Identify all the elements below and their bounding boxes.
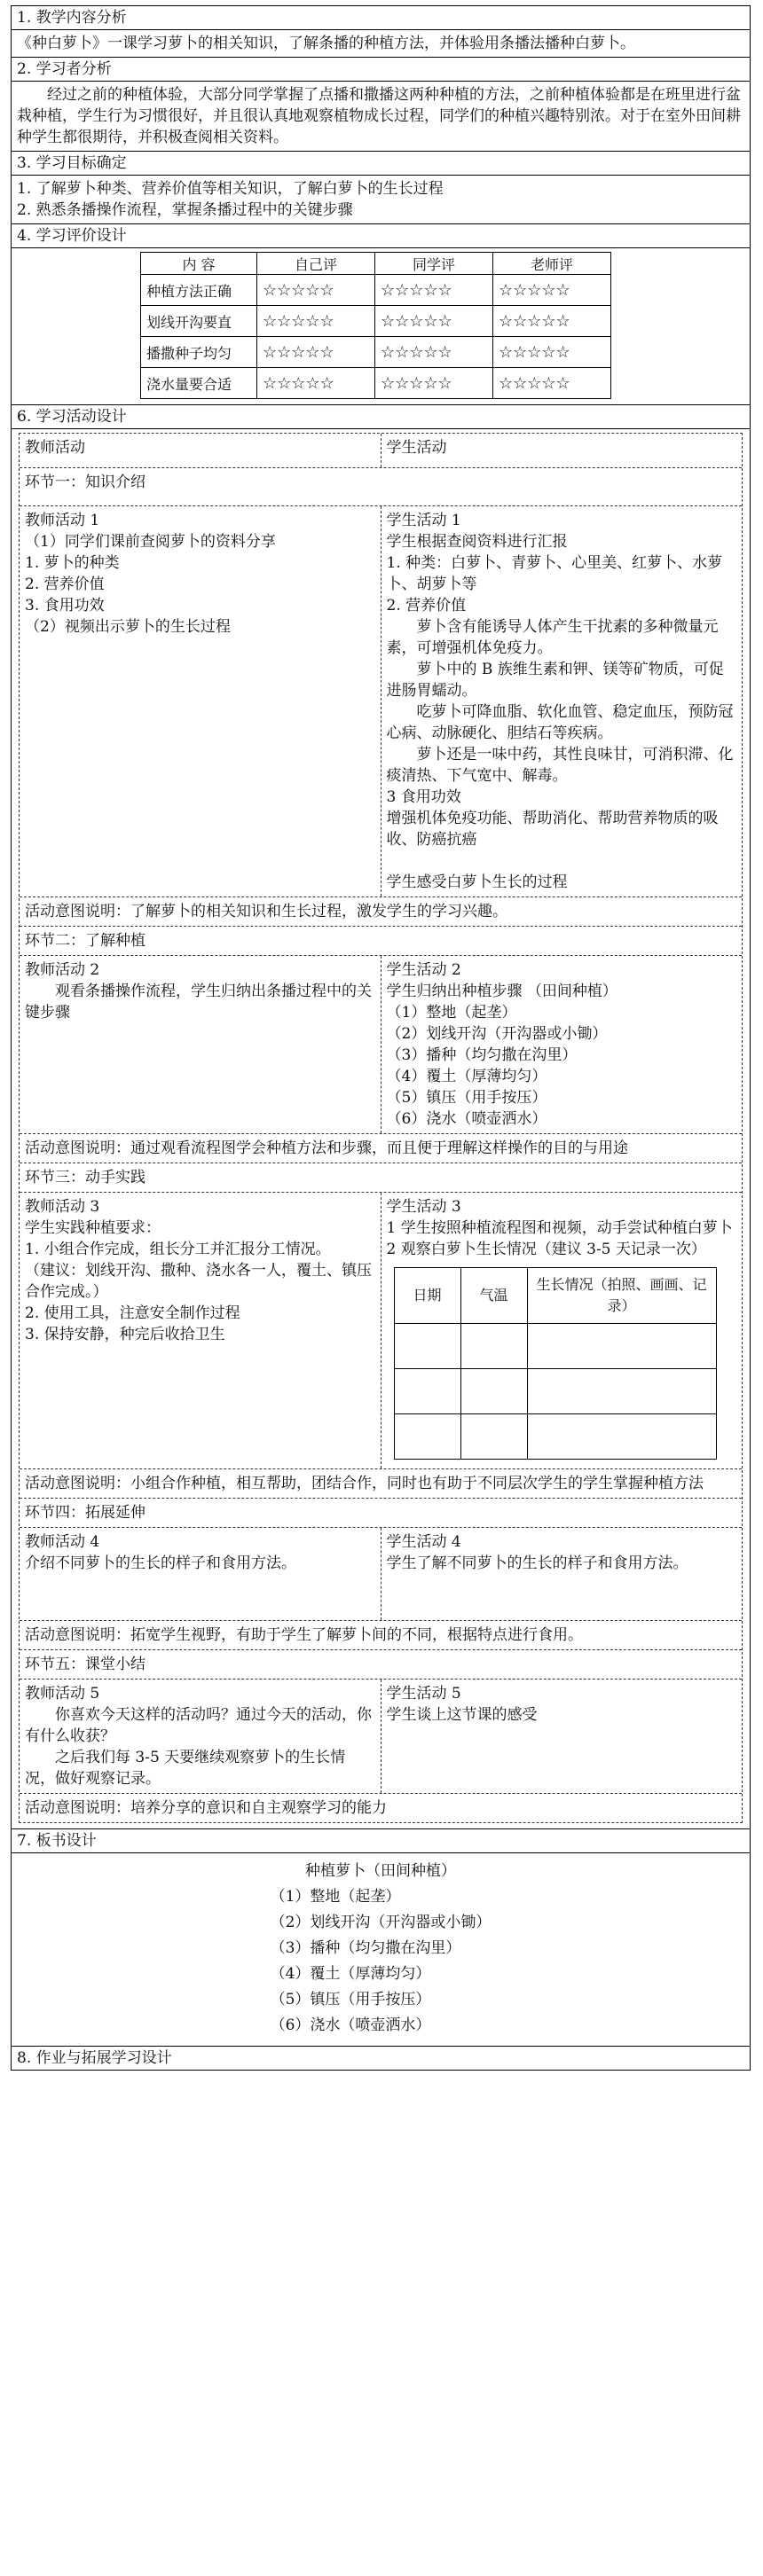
step-item: （6）浇水（喷壶洒水）	[386, 1110, 547, 1128]
link-title: 环节三：动手实践	[20, 1163, 742, 1193]
star-rating[interactable]: ☆☆☆☆☆	[257, 306, 375, 337]
activity-line: （2）视频出示萝卜的生长过程	[25, 618, 231, 636]
activity-intent-note: 活动意图说明：通过观看流程图学会种植方法和步骤，而且便于理解这样操作的目的与用途	[20, 1134, 742, 1163]
teacher-activity	[20, 956, 381, 1133]
activity-line: 学生归纳出种植步骤 （田间种植）	[386, 983, 617, 1000]
activity-label: 教师活动 5	[25, 1685, 100, 1703]
star-rating[interactable]: ☆☆☆☆☆	[257, 368, 375, 399]
evaluation-table	[140, 252, 611, 399]
activity-line: 介绍不同萝卜的生长的样子和食用方法。	[25, 1554, 296, 1572]
link-title: 环节四：拓展延伸	[20, 1499, 742, 1528]
section-title: 2. 学习者分析	[12, 58, 750, 82]
section-text: 经过之前的种植体验，大部分同学掌握了点播和撒播这两种种植的方法，之前种植体验都是在班里进行盆栽种植，学生行为习惯很好，并且很认真地观察植物成长过程，同学们的种植兴趣特别浓。对于在室外田间耕种学生都很期待，并积极查阅相关资料。	[17, 86, 741, 146]
teacher-activity	[20, 1193, 381, 1468]
activity-table	[19, 433, 743, 1823]
table-header: 日期	[394, 1268, 460, 1324]
section-title: 1. 教学内容分析	[12, 6, 750, 30]
link-title: 环节一：知识介绍	[20, 468, 742, 506]
step-item: （1）整地（起垄）	[386, 1004, 517, 1022]
student-column-header: 学生活动	[381, 434, 743, 467]
activity-line: 1. 种类：白萝卜、青萝卜、心里美、红萝卜、水萝卜、胡萝卜等	[386, 554, 723, 593]
section-text: 《种白萝卜》一课学习萝卜的相关知识，了解条播的种植方法，并体验用条播法播种白萝卜。	[17, 35, 635, 52]
star-rating[interactable]: ☆☆☆☆☆	[375, 368, 493, 399]
activity-line: 增强机体免疫功能、帮助消化、帮助营养物质的吸收、防癌抗癌	[386, 810, 719, 849]
board-step: （2）划线开沟（开沟器或小锄）	[270, 1914, 492, 1931]
section-title: 7. 板书设计	[12, 1829, 750, 1853]
step-item: （5）镇压（用手按压）	[386, 1089, 547, 1107]
activity-label: 教师活动 2	[25, 961, 100, 979]
activity-label: 学生活动 3	[386, 1198, 461, 1216]
activity-line: 3 食用功效	[386, 788, 461, 806]
activity-label: 学生活动 5	[386, 1685, 461, 1703]
section-title: 4. 学习评价设计	[12, 224, 750, 248]
record-cell[interactable]	[460, 1324, 527, 1369]
teacher-activity	[20, 1679, 381, 1793]
star-rating[interactable]: ☆☆☆☆☆	[493, 275, 611, 306]
student-activity	[381, 1193, 743, 1468]
activity-row	[20, 956, 742, 1134]
board-step: （1）整地（起垄）	[270, 1888, 401, 1906]
board-step: （3）播种（均匀撒在沟里）	[270, 1939, 461, 1957]
activity-intent-note: 活动意图说明：了解萝卜的相关知识和生长过程，激发学生的学习兴趣。	[20, 897, 742, 927]
activity-label: 学生活动 2	[386, 961, 461, 979]
activity-row	[20, 506, 742, 897]
board-step: （4）覆土（厚薄均匀）	[270, 1965, 431, 1983]
activity-line: 萝卜还是一味中药，其性良味甘，可消积滞、化痰清热、下气宽中、解毒。	[386, 746, 734, 785]
section-board-design	[12, 1829, 750, 2047]
table-row	[141, 275, 611, 306]
link-title: 环节二：了解种植	[20, 927, 742, 956]
activity-line: 观看条播操作流程，学生归纳出条播过程中的关键步骤	[25, 983, 372, 1022]
table-header: 内 容	[141, 253, 257, 275]
activity-intent-note: 活动意图说明：培养分享的意识和自主观察学习的能力	[25, 1799, 387, 1817]
activity-line: 1. 小组合作完成，组长分工并汇报分工情况。	[25, 1241, 331, 1258]
star-rating[interactable]: ☆☆☆☆☆	[375, 337, 493, 368]
record-cell[interactable]	[394, 1414, 460, 1460]
board-content	[12, 1853, 750, 2046]
activity-line: 学生实践种植要求：	[25, 1219, 161, 1237]
activity-line: 2. 营养价值	[386, 597, 467, 615]
star-rating[interactable]: ☆☆☆☆☆	[493, 368, 611, 399]
board-step: （6）浇水（喷壶洒水）	[270, 2016, 431, 2034]
eval-item: 种植方法正确	[141, 275, 257, 306]
goal-item: 2. 熟悉条播操作流程，掌握条播过程中的关键步骤	[17, 201, 353, 219]
record-cell[interactable]	[394, 1324, 460, 1369]
section-title: 8. 作业与拓展学习设计	[17, 2049, 172, 2067]
activity-label: 学生活动 4	[386, 1533, 461, 1551]
star-rating[interactable]: ☆☆☆☆☆	[257, 337, 375, 368]
activity-line: （1）同学们课前查阅萝卜的资料分享	[25, 533, 276, 551]
step-item: （2）划线开沟（开沟器或小锄）	[386, 1025, 608, 1043]
board-heading: 种植萝卜（田间种植）	[305, 1862, 456, 1880]
activity-row	[20, 1193, 742, 1469]
activity-line: 2. 使用工具，注意安全制作过程	[25, 1304, 240, 1322]
step-item: （4）覆土（厚薄均匀）	[386, 1068, 547, 1085]
activity-line: 2 观察白萝卜生长情况（建议 3-5 天记录一次）	[386, 1241, 706, 1258]
link-title: 环节五：课堂小结	[20, 1650, 742, 1679]
activity-line: 学生感受白萝卜生长的过程	[386, 873, 568, 891]
eval-item: 浇水量要合适	[141, 368, 257, 399]
activity-row	[20, 1528, 742, 1621]
student-activity	[381, 956, 743, 1133]
activity-line: 萝卜中的 B 族维生素和钾、镁等矿物质，可促进肠胃蠕动。	[386, 661, 724, 700]
activity-intent-note: 活动意图说明：小组合作种植，相互帮助，团结合作，同时也有助于不同层次学生的学生掌握种植方法	[20, 1469, 742, 1499]
table-row	[141, 306, 611, 337]
board-step: （5）镇压（用手按压）	[270, 1991, 431, 2008]
student-activity	[381, 506, 743, 897]
table-row	[141, 337, 611, 368]
activity-line: 学生谈上这节课的感受	[386, 1706, 538, 1724]
activity-label: 教师活动 4	[25, 1533, 100, 1551]
activity-line: 学生了解不同萝卜的生长的样子和食用方法。	[386, 1554, 688, 1572]
star-rating[interactable]: ☆☆☆☆☆	[375, 306, 493, 337]
activity-row	[20, 1679, 742, 1794]
goal-item: 1. 了解萝卜种类、营养价值等相关知识，了解白萝卜的生长过程	[17, 180, 444, 198]
activity-label: 教师活动 3	[25, 1198, 100, 1216]
table-header: 生长情况（拍照、画画、记录）	[527, 1268, 716, 1324]
activity-line: 3. 食用功效	[25, 597, 105, 615]
section-activity-design	[12, 405, 750, 1829]
activity-line: 2. 营养价值	[25, 575, 105, 593]
section-title: 3. 学习目标确定	[12, 152, 750, 176]
activity-line: 之后我们每 3-5 天要继续观察萝卜的生长情况，做好观察记录。	[25, 1749, 346, 1788]
student-activity	[381, 1679, 743, 1793]
activity-label: 教师活动 1	[25, 512, 100, 529]
section-goals	[12, 152, 750, 224]
student-activity	[381, 1528, 743, 1620]
activity-line: 吃萝卜可降血脂、软化血管、稳定血压，预防冠心病、动脉硬化、胆结石等疾病。	[386, 703, 734, 742]
teacher-activity	[20, 506, 381, 897]
section-content-analysis	[12, 6, 750, 58]
section-evaluation	[12, 224, 750, 405]
star-rating[interactable]: ☆☆☆☆☆	[493, 306, 611, 337]
table-header: 气温	[460, 1268, 527, 1324]
table-header: 老师评	[493, 253, 611, 275]
activity-line: （建议：划线开沟、撒种、浇水各一人，覆土、镇压合作完成。）	[25, 1262, 372, 1301]
activity-label: 学生活动 1	[386, 512, 461, 529]
activity-line: 学生根据查阅资料进行汇报	[386, 533, 568, 551]
activity-intent-note: 活动意图说明：拓宽学生视野，有助于学生了解萝卜间的不同，根据特点进行食用。	[20, 1621, 742, 1650]
table-row	[394, 1414, 716, 1460]
activity-line: 你喜欢今天这样的活动吗？通过今天的活动，你有什么收获？	[25, 1706, 372, 1745]
record-cell[interactable]	[460, 1414, 527, 1460]
section-homework	[12, 2047, 750, 2070]
teacher-activity	[20, 1528, 381, 1620]
table-header: 同学评	[375, 253, 493, 275]
activity-line: 1. 萝卜的种类	[25, 554, 120, 572]
eval-item: 播撒种子均匀	[141, 337, 257, 368]
table-row	[141, 368, 611, 399]
table-row	[394, 1369, 716, 1414]
activity-line: 萝卜含有能诱导人体产生干扰素的多种微量元素，可增强机体免疫力。	[386, 618, 719, 657]
activity-line: 1 学生按照种植流程图和视频，动手尝试种植白萝卜	[386, 1219, 733, 1237]
star-rating[interactable]: ☆☆☆☆☆	[257, 275, 375, 306]
record-cell[interactable]	[527, 1414, 716, 1460]
step-item: （3）播种（均匀撒在沟里）	[386, 1046, 578, 1064]
teacher-column-header: 教师活动	[25, 439, 85, 457]
growth-record-table	[394, 1267, 717, 1460]
section-title: 6. 学习活动设计	[12, 405, 750, 429]
table-header: 自己评	[257, 253, 375, 275]
star-rating[interactable]: ☆☆☆☆☆	[375, 275, 493, 306]
lesson-plan-document	[11, 5, 751, 2071]
activity-header-row	[20, 434, 742, 468]
record-cell[interactable]	[394, 1369, 460, 1414]
table-row	[394, 1324, 716, 1369]
star-rating[interactable]: ☆☆☆☆☆	[493, 337, 611, 368]
activity-line: 3. 保持安静，种完后收拾卫生	[25, 1326, 225, 1343]
eval-item: 划线开沟要直	[141, 306, 257, 337]
record-cell[interactable]	[527, 1324, 716, 1369]
section-learner-analysis	[12, 58, 750, 152]
record-cell[interactable]	[460, 1369, 527, 1414]
record-cell[interactable]	[527, 1369, 716, 1414]
